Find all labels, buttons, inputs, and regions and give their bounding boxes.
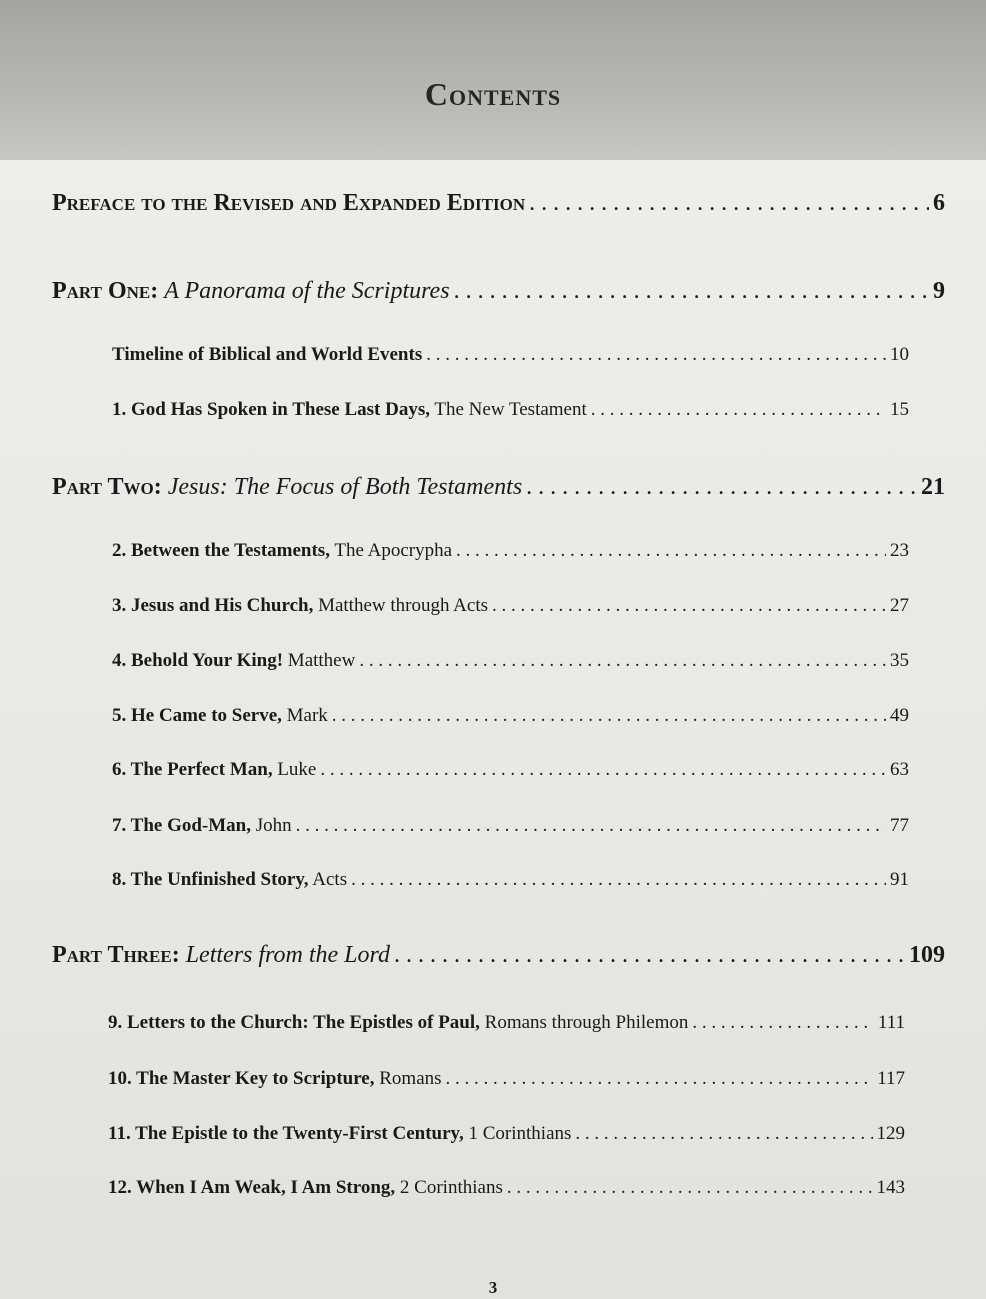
dot-leader bbox=[529, 190, 929, 217]
chapter-book: The Apocrypha bbox=[329, 540, 453, 561]
chapter-page: 63 bbox=[890, 759, 909, 780]
part-page: 109 bbox=[909, 942, 945, 968]
chapter-book: Romans bbox=[374, 1068, 442, 1089]
chapter-book: 2 Corinthians bbox=[395, 1177, 503, 1198]
dot-leader bbox=[507, 1177, 873, 1199]
preface-label: Preface to the Revised and Expanded Edition bbox=[52, 190, 526, 216]
chapter-book: John bbox=[251, 815, 292, 836]
part-page: 21 bbox=[921, 474, 945, 500]
page-title: Contents bbox=[424, 76, 562, 112]
chapter-page: 91 bbox=[890, 869, 909, 890]
toc-chapter bbox=[112, 869, 909, 891]
chapter-page: 129 bbox=[876, 1123, 905, 1144]
part-label: Part Three: bbox=[52, 942, 180, 968]
chapter-page: 15 bbox=[890, 399, 909, 420]
toc-chapter bbox=[108, 1068, 905, 1090]
chapter-title: 10. The Master Key to Scripture, bbox=[108, 1068, 375, 1089]
dot-leader bbox=[332, 705, 886, 727]
chapter-page: 35 bbox=[890, 650, 909, 671]
chapter-book: Mark bbox=[281, 705, 328, 726]
dot-leader bbox=[446, 1068, 874, 1090]
chapter-title: 6. The Perfect Man, bbox=[112, 759, 273, 780]
dot-leader bbox=[492, 595, 886, 617]
dot-leader bbox=[359, 650, 886, 672]
dot-leader bbox=[394, 942, 905, 969]
toc-chapter bbox=[108, 1123, 905, 1145]
dot-leader bbox=[526, 474, 917, 501]
chapter-page: 111 bbox=[877, 1012, 905, 1033]
chapter-book: Matthew bbox=[283, 650, 356, 671]
dot-leader bbox=[591, 399, 886, 421]
chapter-book: Luke bbox=[272, 759, 317, 780]
dot-leader bbox=[692, 1012, 874, 1034]
chapter-page: 49 bbox=[890, 705, 909, 726]
dot-leader bbox=[351, 869, 886, 891]
chapter-book: 1 Corinthians bbox=[463, 1123, 572, 1144]
toc-part-one bbox=[52, 278, 945, 305]
chapter-book: Romans through Philemon bbox=[479, 1012, 689, 1033]
chapter-title: Timeline of Biblical and World Events bbox=[112, 344, 423, 365]
chapter-title: 2. Between the Testaments, bbox=[112, 540, 330, 561]
dot-leader bbox=[454, 278, 929, 305]
chapter-title: 12. When I Am Weak, I Am Strong, bbox=[108, 1177, 396, 1198]
page-number: 3 bbox=[488, 1278, 498, 1297]
chapter-page: 77 bbox=[890, 815, 909, 836]
part-page: 9 bbox=[933, 278, 945, 304]
chapter-title: 8. The Unfinished Story, bbox=[112, 869, 309, 890]
chapter-title: 5. He Came to Serve, bbox=[112, 705, 282, 726]
chapter-title: 1. God Has Spoken in These Last Days, bbox=[112, 399, 430, 420]
chapter-page: 27 bbox=[890, 595, 909, 616]
toc-chapter bbox=[112, 650, 909, 672]
chapter-title: 7. The God-Man, bbox=[112, 815, 252, 836]
chapter-book: The New Testament bbox=[429, 399, 587, 420]
toc-chapter bbox=[112, 399, 909, 421]
chapter-title: 3. Jesus and His Church, bbox=[112, 595, 314, 616]
toc-chapter bbox=[112, 595, 909, 617]
part-subtitle: Jesus: The Focus of Both Testaments bbox=[167, 474, 523, 500]
toc-part-three bbox=[52, 942, 945, 969]
part-label: Part Two: bbox=[52, 474, 162, 500]
toc-chapter bbox=[108, 1012, 905, 1034]
toc-chapter bbox=[112, 344, 909, 366]
dot-leader bbox=[320, 759, 886, 781]
chapter-title: 9. Letters to the Church: The Epistles of Paul, bbox=[108, 1012, 480, 1033]
chapter-page: 143 bbox=[876, 1177, 905, 1198]
chapter-title: 4. Behold Your King! bbox=[112, 650, 284, 671]
toc-chapter bbox=[112, 815, 909, 837]
dot-leader bbox=[456, 540, 886, 562]
dot-leader bbox=[575, 1123, 872, 1145]
chapter-page: 10 bbox=[890, 344, 909, 365]
toc-preface bbox=[52, 190, 945, 217]
part-label: Part One: bbox=[52, 278, 159, 304]
chapter-book: Acts bbox=[308, 869, 348, 890]
toc-part-two bbox=[52, 474, 945, 501]
chapter-book: Matthew through Acts bbox=[313, 595, 489, 616]
chapter-page: 117 bbox=[877, 1068, 905, 1089]
chapter-title: 11. The Epistle to the Twenty-First Century, bbox=[108, 1123, 464, 1144]
toc-chapter bbox=[108, 1177, 905, 1199]
dot-leader bbox=[426, 344, 886, 366]
toc-chapter bbox=[112, 705, 909, 727]
part-subtitle: Letters from the Lord bbox=[185, 942, 390, 968]
part-subtitle: A Panorama of the Scriptures bbox=[164, 278, 450, 304]
toc-chapter bbox=[112, 759, 909, 781]
toc-chapter bbox=[112, 540, 909, 562]
chapter-page: 23 bbox=[890, 540, 909, 561]
preface-page: 6 bbox=[933, 190, 945, 216]
dot-leader bbox=[296, 815, 886, 837]
